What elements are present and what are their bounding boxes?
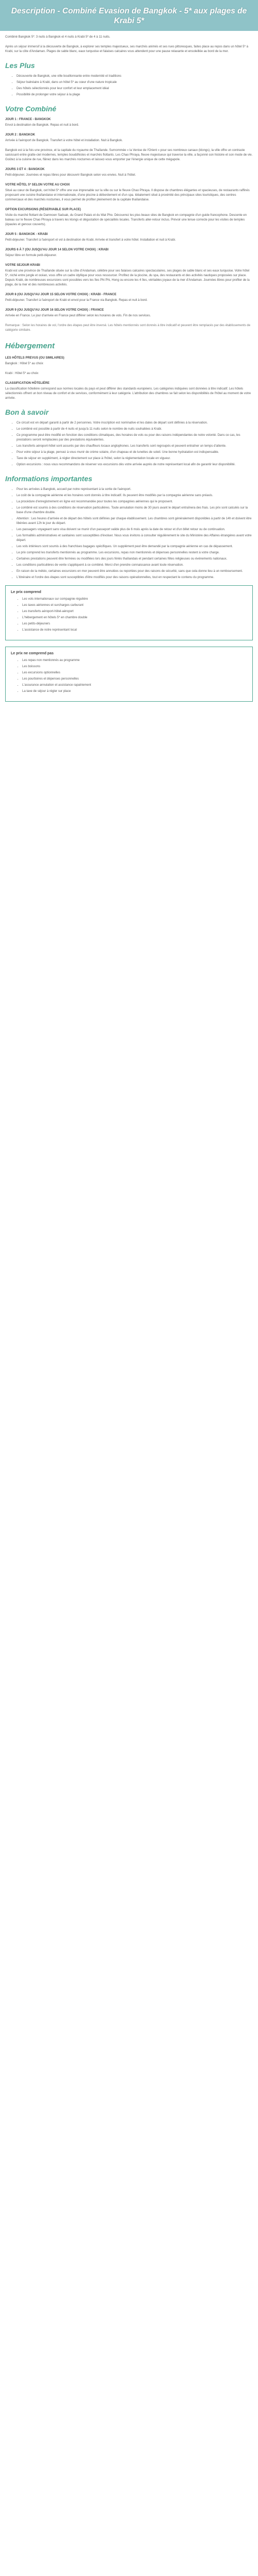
price-excludes-box (5, 647, 253, 702)
plus-list (5, 74, 253, 97)
list-item: • Attention : Les heures d'arrivée et de départ des hôtels sont définies par chaque établissement. Les chambres sont généralement disponibles à partir de 14h et doivent être libérées avant 12h le jour du départ. (17, 517, 253, 526)
list-item: • Ce programme peut être modifié en fonction des conditions climatiques, des horaires de vols ou pour des raisons indépendantes de notre volonté. Dans ce cas, les prestations seront remplacées par des prestations équivalentes. (17, 433, 253, 443)
hotel-title: VOTRE SEJOUR KRABI (5, 264, 40, 267)
price-excludes-list (11, 658, 247, 694)
list-item: • La taxe de séjour à régler sur place (22, 689, 247, 694)
day-text: Arrivée à l'aéroport de Bangkok. Transfert à votre hôtel et installation. Nuit à Bangkok. (5, 139, 123, 142)
list-item: • Possibilité de prolonger votre séjour à la plage (17, 93, 253, 97)
list-item: • Découverte de Bangkok, une ville bouillonnante entre modernité et traditions (17, 74, 253, 79)
hotel-text: Krabi est une province de Thaïlande située sur la côte d'Andaman, célèbre pour ses falaises calcaires spectaculaires, ses plages de sable blanc et ses eaux turquoise. Votre hôtel 5*, niché entre jungle et océan, vous offre un cadre idyllique pour vous ressourcer. Profitez de la piscine, du spa, des restaurants et des activités nautiques proposées sur place. Depuis Krabi, de nombreuses excursions sont possibles vers les îles Phi Phi, Hong ou encore les 4 îles, véritables joyaux de la mer d'Andaman. Journées libres pour profiter de la plage, de la mer et des nombreuses activités. (5, 269, 250, 286)
day-text: Petit-déjeuner. Transfert à l'aéroport et vol à destination de Krabi. Arrivée et transfert à votre hôtel. Installation et nuit à Krabi. (5, 239, 176, 242)
list-item: • Les taxes aériennes et surcharges carburant (22, 603, 247, 608)
list-item: • Les excursions optionnelles (22, 671, 247, 675)
day-label: JOUR 9 (OU JUSQU'AU JOUR 16 SELON VOTRE CHOIX) : FRANCE (5, 309, 104, 312)
intro-paragraph: Combiné Bangkok 5*: 3 nuits à Bangkok et 4 nuits à Krabi 5* de 4 à 11 nuits. (5, 36, 110, 39)
day-text: Petit-déjeuner. Transfert à l'aéroport de Krabi et envol pour la France via Bangkok. Repas et nuit à bord. (5, 299, 148, 302)
list-item: • Certaines prestations peuvent être fermées ou modifiées lors des jours fériés thaïlandais et pendant certaines fêtes religieuses ou événements nationaux. (17, 557, 253, 562)
day-label: JOUR 5 : BANGKOK - KRABI (5, 233, 48, 236)
excursion-text: Visite du marché flottant de Damnoen Saduak, du Grand Palais et du Wat Pho. Découvrez les plus beaux sites de Bangkok en compagnie d'un guide francophone. Descente en bateau sur le fleuve Chao Phraya à travers les klongs et dégustation de spécialités locales. Transferts aller-retour inclus. Prévoir une tenue correcte pour les visites de temples (épaules et genoux couverts). (5, 214, 247, 226)
list-item: • Les boissons (22, 665, 247, 669)
list-item: • Le combiné est possible à partir de 4 nuits et jusqu'à 11 nuits selon le nombre de nuits souhaitées à Krabi. (17, 427, 253, 432)
list-item: • Les pourboires et dépenses personnelles (22, 677, 247, 682)
section-title-important: Informations importantes (5, 474, 92, 483)
page (0, 0, 258, 723)
hotel-text: Situé au cœur de Bangkok, cet hôtel 5* offre une vue imprenable sur la ville ou sur le fleuve Chao Phraya. Il dispose de chambres élégantes et spacieuses, de restaurants raffinés proposant une cuisine thaïlandaise et internationale, d'une piscine à débordement et d'un spa. Idéalement situé à proximité des principaux sites touristiques, des centres commerciaux et des marchés nocturnes, il vous permet de profiter pleinement de la capitale thaïlandaise. (5, 189, 250, 201)
important-list (5, 487, 253, 580)
list-item: • En raison de la météo, certaines excursions en mer peuvent être annulées ou reportées pour des raisons de sécurité, sans que cela donne lieu à un remboursement. (17, 569, 253, 574)
section-title-bon-a-savoir: Bon à savoir (5, 408, 49, 416)
list-item: • Option excursions : nous vous recommandons de réserver vos excursions dès votre arrivée auprès de notre représentant local afin de garantir leur disponibilité. (17, 463, 253, 467)
list-item: • Pour les arrivées à Bangkok, accueil par notre représentant à la sortie de l'aéroport. (17, 487, 253, 492)
list-item: • L'itinéraire et l'ordre des étapes sont susceptibles d'être modifiés pour des raisons opérationnelles, tout en respectant le contenu du programme. (17, 575, 253, 580)
day-label: JOUR 2 : BANGKOK (5, 133, 36, 137)
day-text: Arrivée en France. Le jour d'arrivée en France peut différer selon les horaires de vols. Fin de nos services. (5, 314, 151, 317)
section-title-combine: Votre Combiné (5, 105, 57, 113)
price-includes-list (11, 597, 247, 633)
day-label: JOURS 3 ET 4 : BANGKOK (5, 168, 45, 171)
hotel-title: VOTRE HÔTEL 5* SELON VOTRE AU CHOIX (5, 183, 70, 187)
page-title: Description - Combiné Evasion de Bangkok - 5* aux plages de Krabi 5* (11, 7, 247, 25)
list-item: • L'assistance de notre représentant local (22, 628, 247, 633)
list-item: • Les repas non mentionnés au programme (22, 658, 247, 663)
hotel-line: Krabi : Hôtel 5* au choix (5, 372, 39, 375)
list-item: • Les petits-déjeuners (22, 622, 247, 626)
list-item: • Le coût de la compagnie aérienne et les horaires sont donnés à titre indicatif. Ils peuvent être modifiés par la compagnie aérienne sans préavis. (17, 494, 253, 498)
bon-a-savoir-list (5, 421, 253, 467)
main-content (0, 31, 258, 723)
list-item: • L'hébergement en hôtels 5* en chambre double (22, 616, 247, 620)
list-item: • Les conditions particulières de vente s'appliquent à ce combiné. Merci d'en prendre connaissance avant toute réservation. (17, 563, 253, 568)
list-item: • Taxe de séjour en supplément, à régler directement sur place à l'hôtel, selon la réglementation locale en vigueur. (17, 456, 253, 461)
section-title-hebergement: Hébergement (5, 342, 55, 350)
list-item: • L'assurance annulation et assistance rapatriement (22, 683, 247, 688)
classification-text: La classification hôtelière correspond aux normes locales du pays et peut différer des standards européens. Les catégories indiquées sont données à titre indicatif. Les hôtels sélectionnés offrent un bon niveau de confort et de services, conformément à leur catégorie. L'attribution des chambres se fait selon les disponibilités de l'hôtel au moment de votre arrivée. (5, 387, 251, 400)
list-item: • Le combiné est soumis à des conditions de réservation particulières. Toute annulation moins de 30 jours avant le départ entraînera des frais. Les prix sont calculés sur la base d'une chambre double. (17, 506, 253, 515)
hotels-subtitle: LES HÔTELS PREVUS (OU SIMILAIRES) (5, 357, 64, 360)
intro-paragraph: Après un séjour immersif à la découverte de Bangkok, à explorer ses temples majestueux, ses marchés animés et ses rues pittoresques, faites place au repos dans un hôtel 5* à Krabi, sur la côte d'Andaman. Plages de sable blanc, eaux turquoise et falaises calcaires vous attendent pour une pause relaxante et ensoleillée au bord de la mer. (5, 45, 248, 53)
list-item: • Les formalités administratives et sanitaires sont susceptibles d'évoluer. Nous vous invitons à consulter régulièrement le site du Ministère des Affaires étrangères avant votre départ. (17, 534, 253, 543)
day-text: Petit-déjeuner. Journées et repas libres pour découvrir Bangkok selon vos envies. Nuit à l'hôtel. (5, 174, 136, 177)
list-item: • Les vols internationaux sur compagnie régulière (22, 597, 247, 602)
list-item: • Les passagers voyageant sans visa doivent se munir d'un passeport valide plus de 6 mois après la date de retour et d'un billet retour ou de continuation. (17, 528, 253, 532)
classification-title: CLASSIFICATION HÔTELIÈRE (5, 382, 50, 385)
list-item: • Ce circuit est en départ garanti à partir de 2 personnes. Votre inscription est nominative et les dates de départ sont définies à la réservation. (17, 421, 253, 426)
list-item: • Les transferts aéroport-hôtel sont assurés par des chauffeurs locaux anglophones. Les transferts sont regroupés et peuvent entraîner un temps d'attente. (17, 444, 253, 449)
day-text: Bangkok est à la fois une province, et la capitale du royaume de Thaïlande. Surnommée « la Venise de l'Orient » pour ses nombreux canaux (klongs), la ville offre un contraste saisissant entre gratte-ciel modernes, temples bouddhistes et marchés flottants. Les Chao Phraya, fleuve majestueux qui traverse la ville, a façonné son histoire et son mode de vie. Goûtez à la cuisine de rue, flânez dans les marchés nocturnes et laissez-vous emporter par l'énergie unique de cette mégapole. (5, 149, 253, 161)
price-excludes-title: Le prix ne comprend pas (11, 652, 54, 655)
list-item: • Les transferts aéroport-hôtel-aéroport (22, 609, 247, 614)
closing-note: Remarque : Selon les horaires de vol, l'ordre des étapes peut être inversé. Les hôtels mentionnés sont donnés à titre indicatif et peuvent être remplacés par des établissements de catégorie similaire. (5, 324, 251, 332)
price-includes-title: Le prix comprend (11, 590, 41, 594)
price-includes-box (5, 585, 253, 640)
list-item: • Le prix comprend les transferts mentionnés au programme. Les excursions, repas non mentionnés et dépenses personnelles restent à votre charge. (17, 551, 253, 555)
list-item: • Pour votre séjour à la plage, pensez à vous munir de crème solaire, d'un chapeau et de lunettes de soleil. Une bonne hydratation est indispensable. (17, 450, 253, 455)
day-label: JOUR 8 (OU JUSQU'AU JOUR 15 SELON VOTRE CHOIX) : KRABI - FRANCE (5, 293, 117, 296)
list-item: • Des hôtels sélectionnés pour leur confort et leur emplacement idéal (17, 87, 253, 91)
day-text: Séjour libre en formule petit-déjeuner. (5, 254, 57, 257)
day-label: JOURS 6 À 7 (OU JUSQU'AU JOUR 14 SELON VOTRE CHOIX) : KRABI (5, 248, 109, 251)
section-title-plus: Les Plus (5, 61, 35, 70)
day-text: Envol à destination de Bangkok. Repas et nuit à bord. (5, 124, 79, 127)
hotel-line: Bangkok : Hôtel 5* au choix (5, 362, 43, 365)
list-item: • Les vols intérieurs sont soumis à des franchises bagages spécifiques. Un supplément peut être demandé par la compagnie aérienne en cas de dépassement. (17, 545, 253, 549)
list-item: • Séjour balnéaire à Krabi, dans un hôtel 5* au cœur d'une nature tropicale (17, 80, 253, 85)
list-item: • La procédure d'enregistrement en ligne est recommandée pour toutes les compagnies aériennes qui le proposent. (17, 500, 253, 504)
excursion-title: OPTION EXCURSIONS (RÉSERVABLE SUR PLACE) (5, 208, 81, 211)
day-label: JOUR 1 : FRANCE - BANGKOK (5, 118, 51, 121)
header-banner (0, 0, 258, 31)
